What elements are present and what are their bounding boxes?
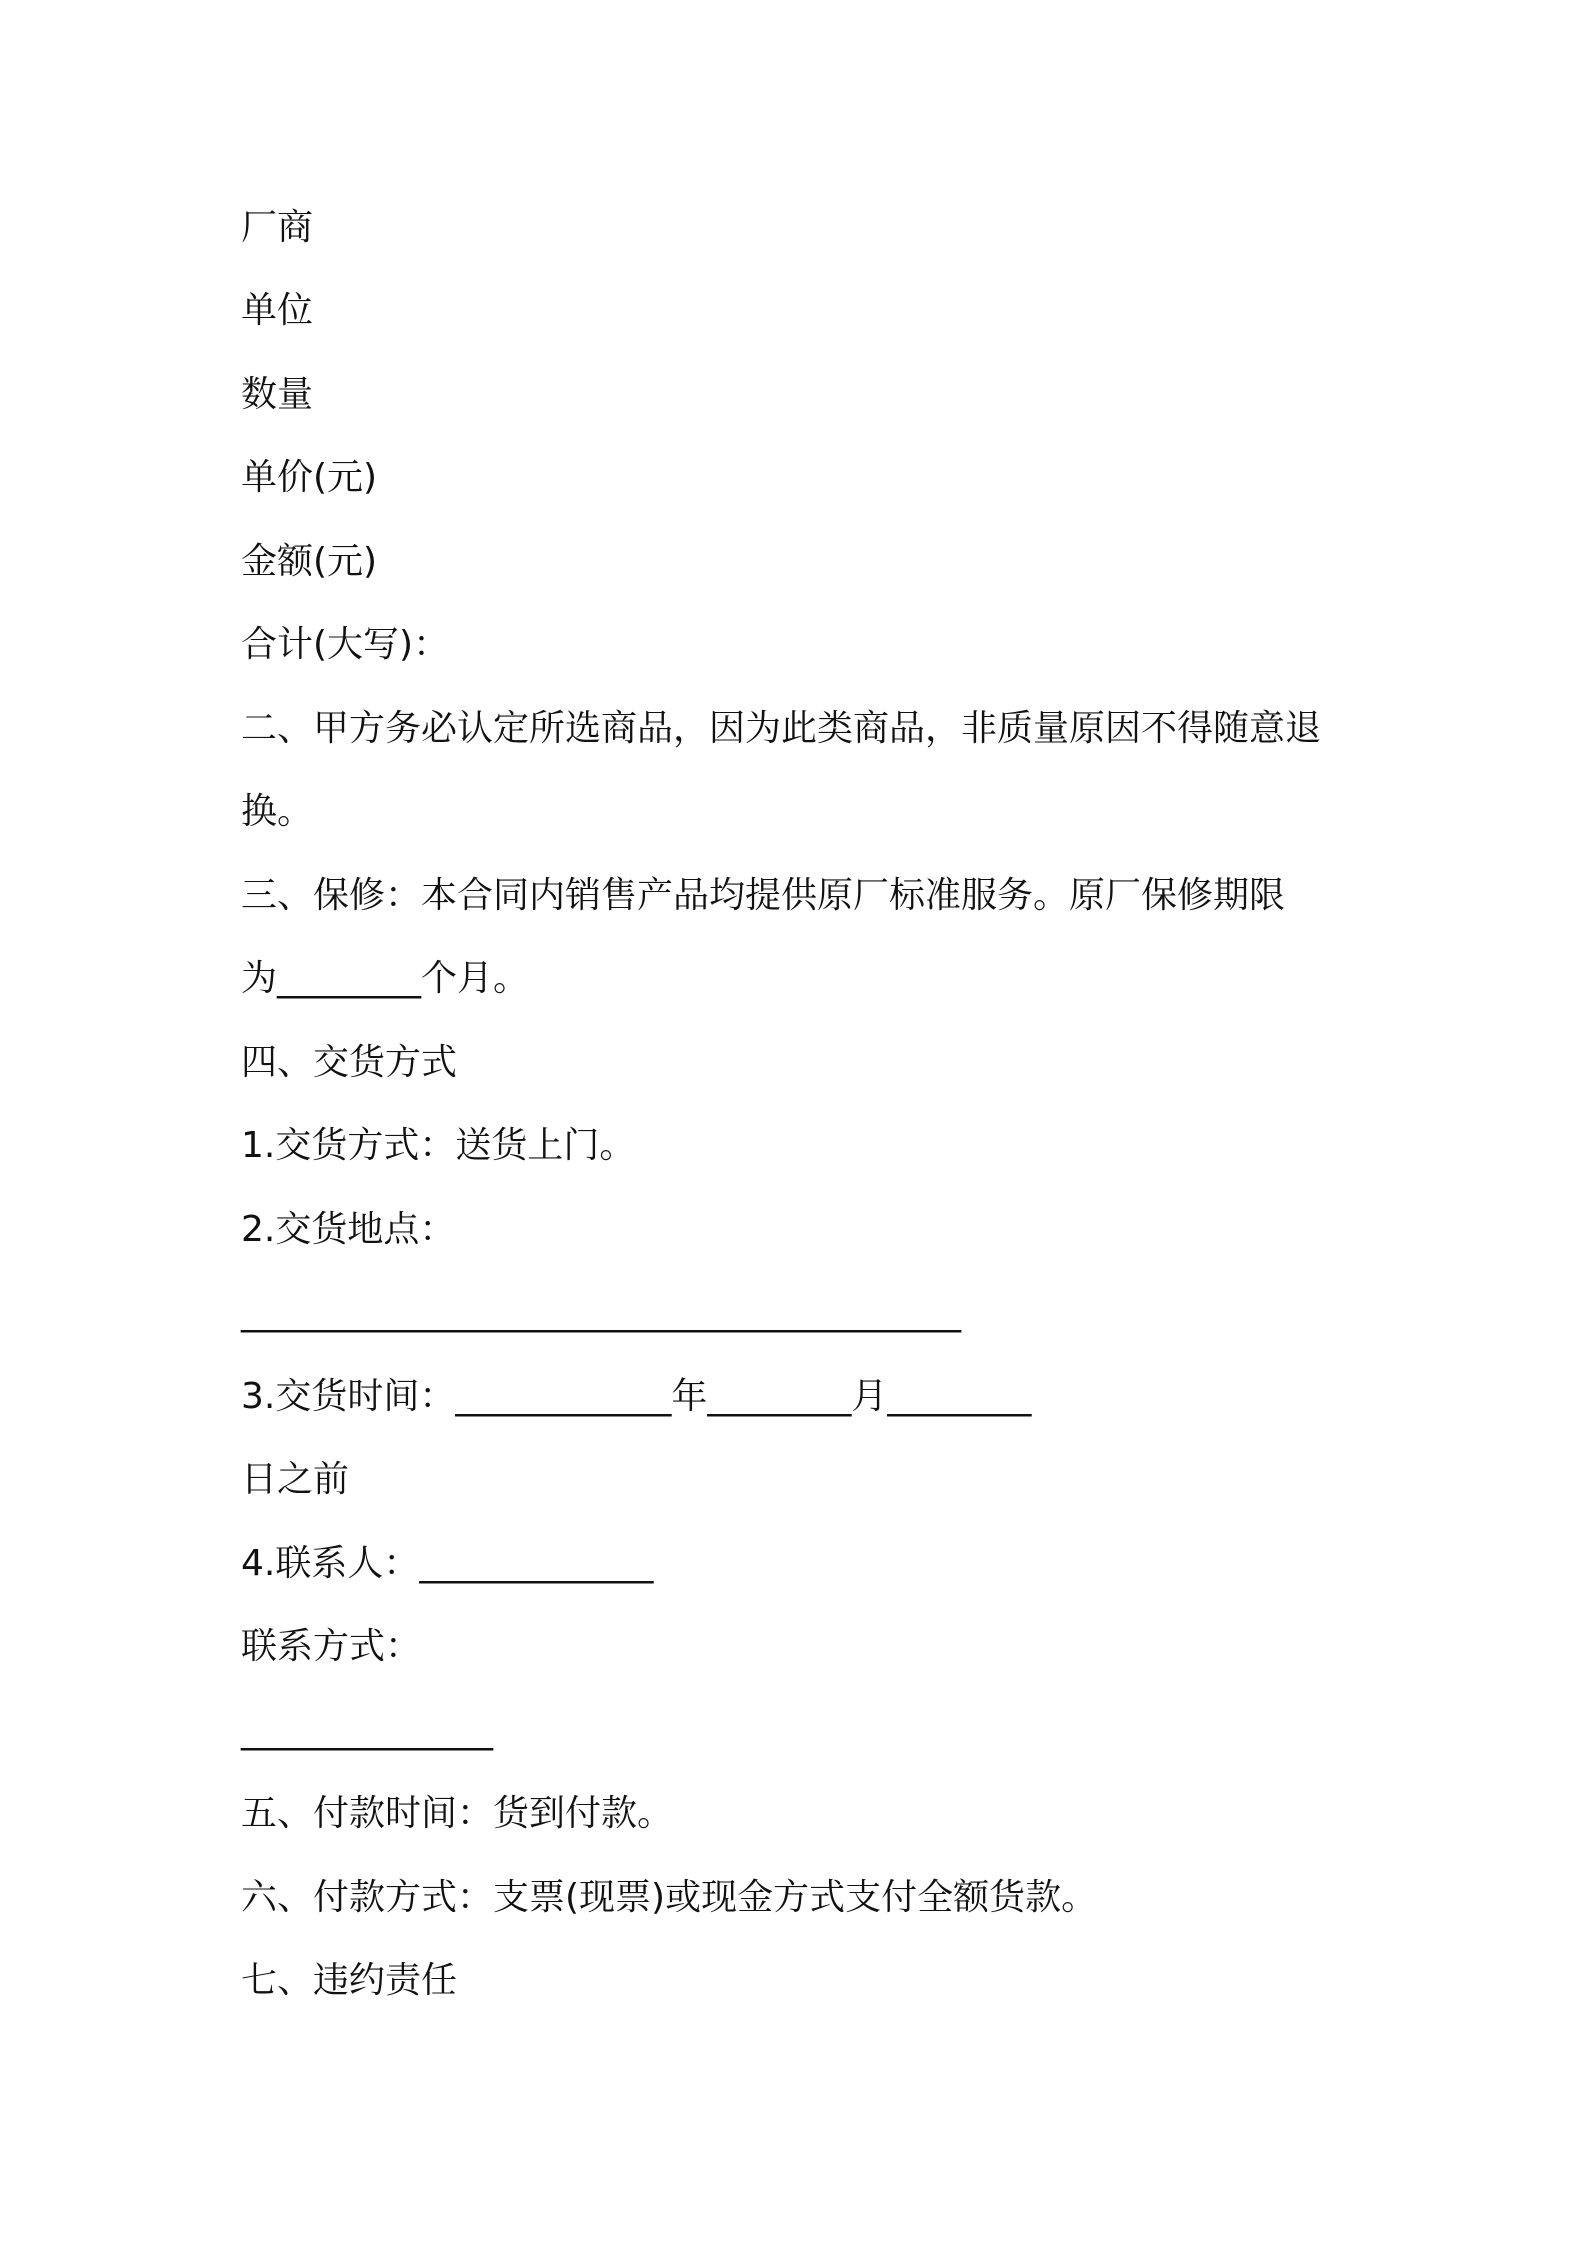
text-line-manufacturer: 厂商 [241,207,314,248]
contact-person: 4.联系人：_____________ [241,1543,654,1584]
clause-3-line-1: 三、保修：本合同内销售产品均提供原厂标准服务。原厂保修期限 [241,875,1286,916]
clause-3-line-2: 为________个月。 [241,958,530,999]
delivery-time: 3.交货时间：____________年________月________ [241,1376,1032,1417]
delivery-location: 2.交货地点： [241,1209,456,1250]
clause-2-line-1: 二、甲方务必认定所选商品，因为此类商品，非质量原因不得随意退 [241,708,1322,749]
clause-5-payment-time: 五、付款时间：货到付款。 [241,1793,674,1834]
text-line-quantity: 数量 [241,374,314,415]
delivery-time-suffix: 日之前 [241,1459,350,1500]
text-line-unit: 单位 [241,290,314,331]
text-line-total: 合计(大写)： [241,624,450,665]
contact-method: 联系方式： [241,1626,422,1667]
clause-4-heading: 四、交货方式 [241,1042,458,1083]
delivery-location-blank: ________________________________________ [241,1292,961,1333]
delivery-method: 1.交货方式：送货上门。 [241,1125,636,1166]
text-line-amount: 金额(元) [241,541,378,582]
clause-2-line-2: 换。 [241,791,314,832]
clause-6-payment-method: 六、付款方式：支票(现票)或现金方式支付全额货款。 [241,1877,1098,1918]
clause-7-heading: 七、违约责任 [241,1960,458,2001]
contact-method-blank: ______________ [241,1710,493,1751]
text-line-unit-price: 单价(元) [241,457,378,498]
